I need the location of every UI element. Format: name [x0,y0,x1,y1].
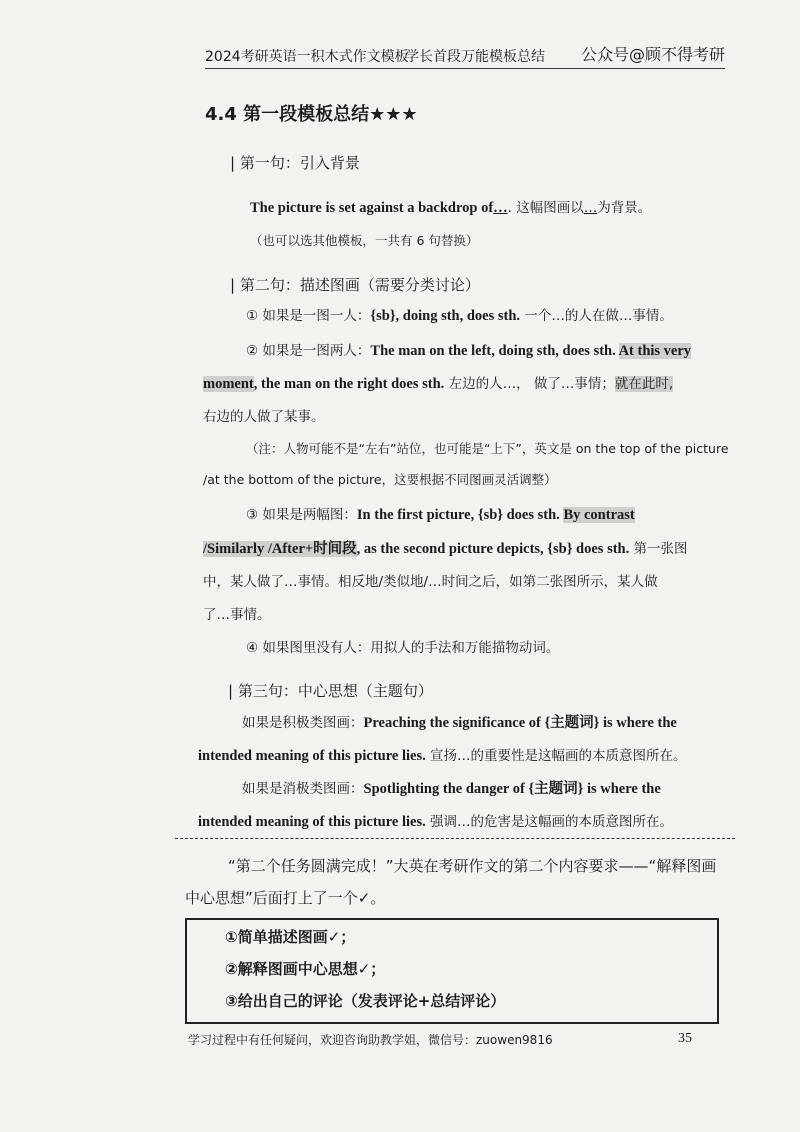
s3-p2-en: Spotlighting the danger of {主题词} is where the [363,781,661,797]
s3-p1-cn2: 宣扬…的重要性是这幅画的本质意图所在。 [425,748,687,764]
s2-c3-highlight-2: /Similarly /After+时间段 [203,541,357,557]
s3-p2-cn2: 强调…的危害是这幅画的本质意图所在。 [425,814,674,830]
s2-case1 [246,304,673,325]
s2-c1-tail: 一个…的人在做…事情。 [520,308,673,324]
s3-p1-line1 [242,711,677,732]
s2-heading: | 第二句：描述图画（需要分类讨论） [230,276,480,294]
s1-note: （也可以选其他模板，一共有 6 句替换） [250,233,479,248]
s2-c3-highlight-1: By contrast [563,507,635,523]
s1-template [250,196,651,217]
s1-blank-2: … [583,200,598,216]
s2-c2-cn: ② 如果是一图两人： [246,343,371,359]
s3-p1-en2: intended meaning of this picture lies. [198,748,426,764]
s2-note-1: （注：人物可能不是“左右”站位，也可能是“上下”，英文是 on the top of the picture [246,441,729,456]
s2-c2-cn2: 左边的人…， 做了…事情； [444,376,615,392]
page-number: 35 [678,1031,692,1046]
s2-c1-en: {sb}, doing sth, does sth. [370,308,521,324]
section-title: 4.4 第一段模板总结★★★ [205,104,418,125]
task-line-2: 中心思想”后面打上了一个✓。 [185,889,386,907]
s2-c1-cn: ① 如果是一图一人： [246,308,371,324]
summary-box [185,918,719,1024]
s2-c2-cn3: 右边的人做了某事。 [203,409,325,425]
s3-p1-cn: 如果是积极类图画： [242,715,364,731]
s2-c2-en: The man on the left, doing sth, does sth. [370,343,619,359]
page-header [205,40,725,69]
s2-c2-highlight-1: At this very [618,343,692,359]
task-line-1: “第二个任务圆满完成！”大英在考研作文的第二个内容要求——“解释图画 [228,857,717,875]
s3-heading: | 第三句：中心思想（主题句） [228,682,433,700]
s2-case2-line2 [203,372,673,393]
s1-blank: … [493,200,508,216]
s3-p1-en: Preaching the significance of {主题词} is where the [363,715,677,731]
s2-c2-en2: , the man on the right does sth. [253,376,445,392]
header-mid: 学长首段万能模板总结 [405,49,545,65]
header-right: 公众号@顾不得考研 [580,45,725,64]
s1-cn-b: 为背景。 [597,200,652,216]
s2-c3-cn: ③ 如果是两幅图： [246,507,357,523]
s1-cn-a: . 这幅图画以 [507,200,584,216]
header-left: 2024考研英语一积木式作文模板 [205,49,409,65]
summary-item-1: ①简单描述图画✓； [225,928,356,946]
footer-contact: 学习过程中有任何疑问，欢迎咨询助教学姐，微信号：zuowen9816 [188,1033,553,1047]
s3-p2-line2 [198,810,673,831]
dashed-divider [175,838,735,839]
s1-en: The picture is set against a backdrop of [250,200,494,216]
s2-case3-line2 [203,537,688,558]
summary-item-2: ②解释图画中心思想✓； [225,960,386,978]
s2-c2-highlight-3: 就在此时, [614,376,674,392]
s3-p2-cn: 如果是消极类图画： [242,781,364,797]
s1-heading: | 第一句：引入背景 [230,154,360,172]
s2-c3-en: In the first picture, {sb} does sth. [356,507,564,523]
s3-p1-line2 [198,744,687,765]
summary-item-3: ③给出自己的评论（发表评论+总结评论） [225,992,506,1010]
s2-c3-cn2: 第一张图 [629,541,688,557]
s2-case4: ④ 如果图里没有人：用拟人的手法和万能描物动词。 [246,640,560,656]
s2-note-2: /at the bottom of the picture，这要根据不同图画灵活调整） [203,472,557,487]
s3-p2-line1 [242,777,661,798]
s2-c2-highlight-2: moment [203,376,254,392]
s2-case2-line1 [246,339,691,360]
s2-c3-en2: , as the second picture depicts, {sb} does sth. [356,541,630,557]
s2-c3-cn4: 了…事情。 [203,607,271,623]
s2-case3-line1 [246,503,635,524]
s2-c3-cn3: 中，某人做了…事情。相反地/类似地/…时间之后，如第二张图所示，某人做 [203,574,658,590]
s3-p2-en2: intended meaning of this picture lies. [198,814,426,830]
